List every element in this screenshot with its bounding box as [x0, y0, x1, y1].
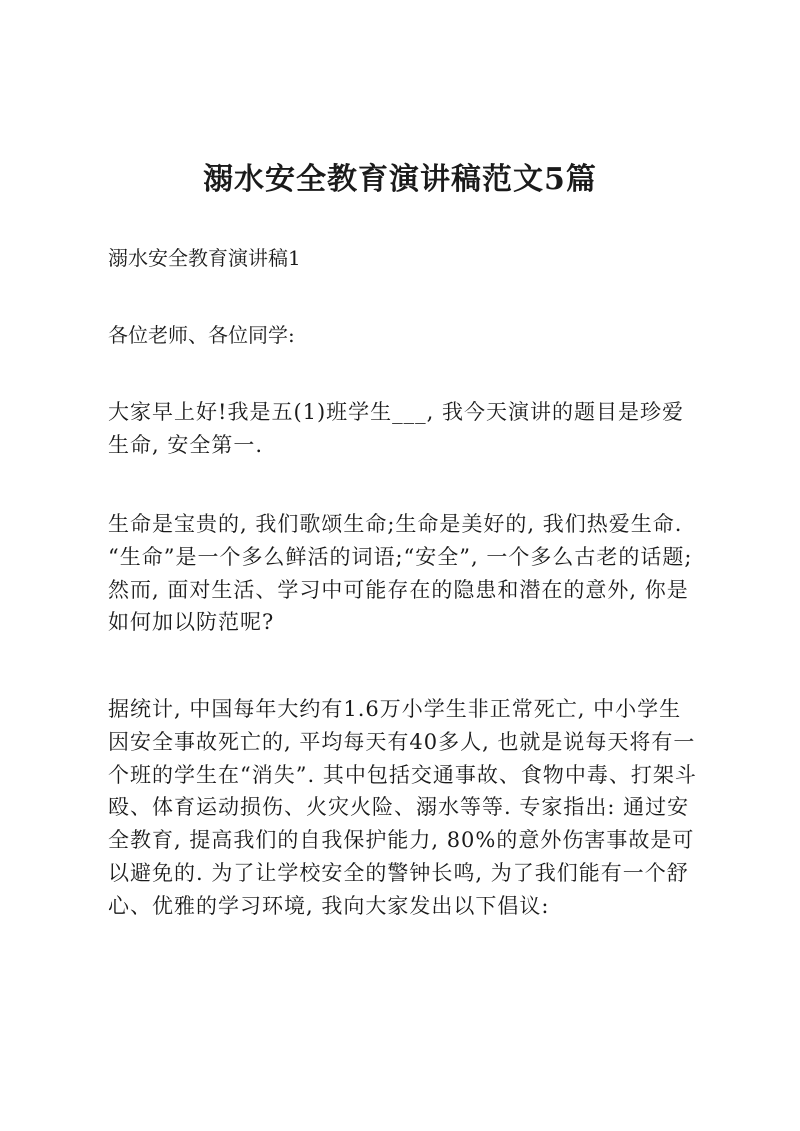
- paragraph-life: 生命是宝贵的, 我们歌颂生命;生命是美好的, 我们热爱生命. “生命”是一个多么鲜活的词语;“安全”, 一个多么古老的话题;然而, 面对生活、学习中可能存在的隐患和潜在的意外, 你是如何加以防范呢?: [108, 512, 693, 635]
- paragraph-statistics: 据统计, 中国每年大约有1.6万小学生非正常死亡, 中小学生因安全事故死亡的, 平均每天有40多人, 也就是说每天将有一个班的学生在“消失”. 其中包括交通事故、食物中毒、打架斗殴、体育运动损伤、火灾火险、溺水等等. 专家指出: 通过安全教育, 提高我们的自我保护能力, 80%的意外伤害事故是可以避免的. 为了让学校安全的警钟长鸣, 为了我们能有一个舒心、优雅的学习环境, 我向大家发出以下倡议:: [108, 697, 697, 918]
- salutation: 各位老师、各位同学:: [108, 323, 295, 347]
- paragraph-greeting: 大家早上好!我是五(1)班学生___, 我今天演讲的题目是珍爱生命, 安全第一.: [108, 400, 685, 457]
- section-heading: 溺水安全教育演讲稿1: [108, 246, 301, 270]
- document-title: 溺水安全教育演讲稿范文5篇: [203, 162, 597, 197]
